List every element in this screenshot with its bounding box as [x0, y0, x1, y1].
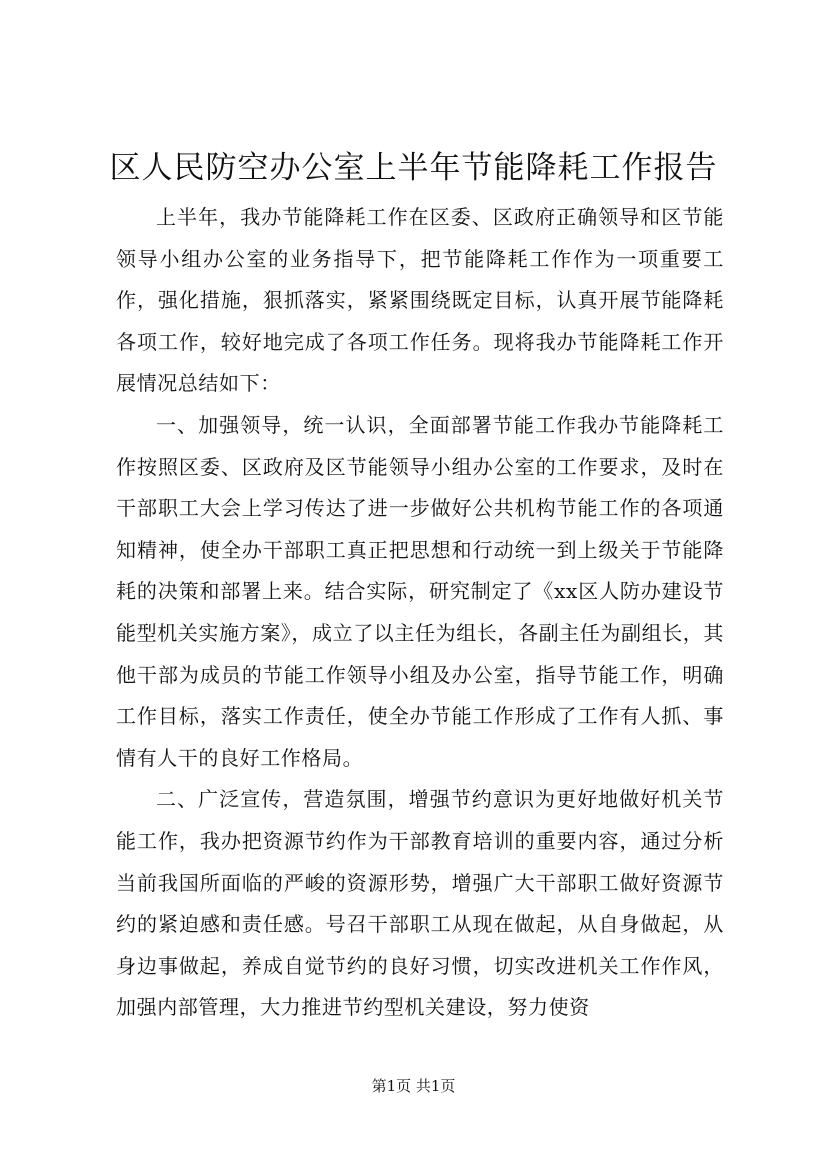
- document-body: [116, 197, 724, 1029]
- paragraph-section-two: 二、广泛宣传，营造氛围，增强节约意识为更好地做好机关节能工作，我办把资源节约作为干部教育培训的重要内容，通过分析当前我国所面临的严峻的资源形势，增强广大干部职工做好资源节约的紧迫感和责任感。号召干部职工从现在做起，从自身做起，从身边事做起，养成自觉节约的良好习惯，切实改进机关工作作风，加强内部管理，大力推进节约型机关建设，努力使资: [116, 787, 724, 1020]
- page-footer: 第1页 共1页: [371, 1077, 456, 1095]
- document-title: 区人民防空办公室上半年节能降耗工作报告: [109, 150, 718, 186]
- paragraph-section-one: 一、加强领导，统一认识，全面部署节能工作我办节能降耗工作按照区委、区政府及区节能领导小组办公室的工作要求，及时在干部职工大会上学习传达了进一步做好公共机构节能工作的各项通知精神，使全办干部职工真正把思想和行动统一到上级关于节能降耗的决策和部署上来。结合实际，研究制定了《xx区人防办建设节能型机关实施方案》，成立了以主任为组长，各副主任为副组长，其他干部为成员的节能工作领导小组及办公室，指导节能工作，明确工作目标，落实工作责任，使全办节能工作形成了工作有人抓、事情有人干的良好工作格局。: [116, 412, 724, 770]
- paragraph-intro: 上半年，我办节能降耗工作在区委、区政府正确领导和区节能领导小组办公室的业务指导下，把节能降耗工作作为一项重要工作，强化措施，狠抓落实，紧紧围绕既定目标，认真开展节能降耗各项工作，较好地完成了各项工作任务。现将我办节能降耗工作开展情况总结如下：: [116, 205, 724, 396]
